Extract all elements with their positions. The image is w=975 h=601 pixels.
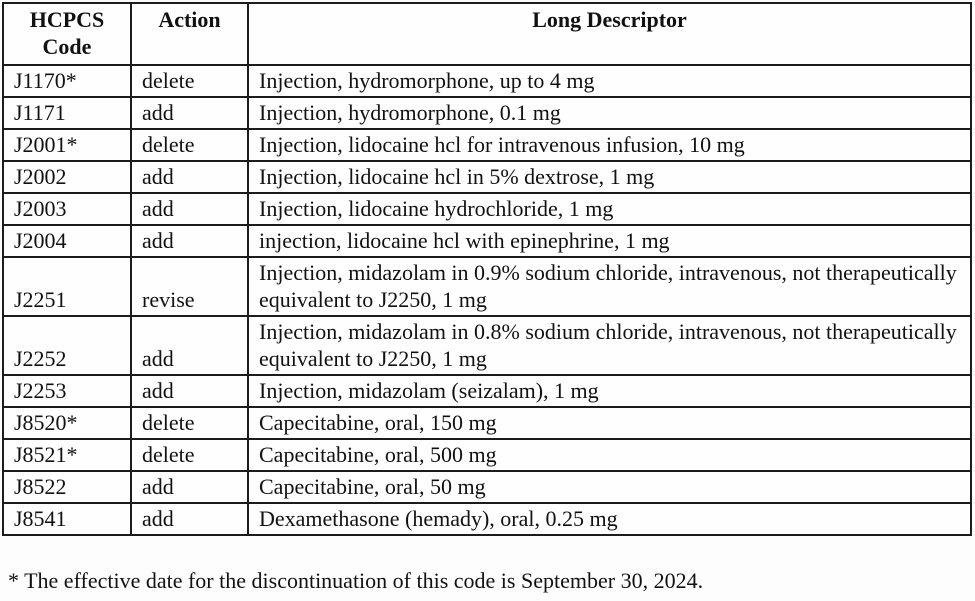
action-cell: add: [131, 193, 248, 225]
long-descriptor-cell: Injection, midazolam in 0.9% sodium chloride, intravenous, not therapeutically equivalent to J2250, 1 mg: [248, 257, 971, 316]
footnote: * The effective date for the discontinuation of this code is September 30, 2024.: [8, 568, 704, 593]
action-cell: add: [131, 225, 248, 257]
hcpcs-code-cell: J2251: [3, 257, 131, 316]
hcpcs-code-cell: J1171: [3, 97, 131, 129]
hcpcs-code-cell: J8522: [3, 471, 131, 503]
action-cell: add: [131, 375, 248, 407]
table-row: [3, 129, 971, 161]
hcpcs-code-cell: J8520*: [3, 407, 131, 439]
table-row: [3, 97, 971, 129]
long-descriptor-cell: Injection, lidocaine hcl for intravenous infusion, 10 mg: [248, 129, 971, 161]
action-cell: delete: [131, 129, 248, 161]
table-row: [3, 193, 971, 225]
table-row: [3, 503, 971, 535]
header-long-descriptor: Long Descriptor: [248, 3, 971, 65]
hcpcs-code-cell: J2004: [3, 225, 131, 257]
long-descriptor-cell: Capecitabine, oral, 500 mg: [248, 439, 971, 471]
action-cell: add: [131, 503, 248, 535]
header-row: [3, 3, 971, 65]
long-descriptor-cell: Injection, lidocaine hcl in 5% dextrose, 1 mg: [248, 161, 971, 193]
action-cell: add: [131, 97, 248, 129]
table-body: [3, 65, 971, 535]
long-descriptor-cell: Capecitabine, oral, 50 mg: [248, 471, 971, 503]
header-action: Action: [131, 3, 248, 65]
hcpcs-codes-table: [2, 2, 972, 536]
table-row: [3, 375, 971, 407]
long-descriptor-cell: Injection, midazolam (seizalam), 1 mg: [248, 375, 971, 407]
hcpcs-code-cell: J2252: [3, 316, 131, 375]
hcpcs-code-cell: J8521*: [3, 439, 131, 471]
long-descriptor-cell: Injection, lidocaine hydrochloride, 1 mg: [248, 193, 971, 225]
action-cell: add: [131, 161, 248, 193]
hcpcs-code-cell: J2001*: [3, 129, 131, 161]
action-cell: delete: [131, 439, 248, 471]
action-cell: revise: [131, 257, 248, 316]
table-row: [3, 439, 971, 471]
action-cell: delete: [131, 407, 248, 439]
table-row: [3, 257, 971, 316]
table-row: [3, 316, 971, 375]
long-descriptor-cell: Injection, midazolam in 0.8% sodium chloride, intravenous, not therapeutically equivalent to J2250, 1 mg: [248, 316, 971, 375]
hcpcs-code-cell: J1170*: [3, 65, 131, 97]
table-row: [3, 407, 971, 439]
hcpcs-code-cell: J2002: [3, 161, 131, 193]
table-row: [3, 225, 971, 257]
hcpcs-code-cell: J8541: [3, 503, 131, 535]
table-row: [3, 65, 971, 97]
header-hcpcs-code: HCPCS Code: [3, 3, 131, 65]
hcpcs-code-cell: J2003: [3, 193, 131, 225]
table-header: [3, 3, 971, 65]
long-descriptor-cell: Injection, hydromorphone, up to 4 mg: [248, 65, 971, 97]
table-row: [3, 471, 971, 503]
table-row: [3, 161, 971, 193]
long-descriptor-cell: Capecitabine, oral, 150 mg: [248, 407, 971, 439]
hcpcs-code-cell: J2253: [3, 375, 131, 407]
long-descriptor-cell: Injection, hydromorphone, 0.1 mg: [248, 97, 971, 129]
action-cell: add: [131, 316, 248, 375]
action-cell: delete: [131, 65, 248, 97]
long-descriptor-cell: Dexamethasone (hemady), oral, 0.25 mg: [248, 503, 971, 535]
action-cell: add: [131, 471, 248, 503]
long-descriptor-cell: injection, lidocaine hcl with epinephrine, 1 mg: [248, 225, 971, 257]
